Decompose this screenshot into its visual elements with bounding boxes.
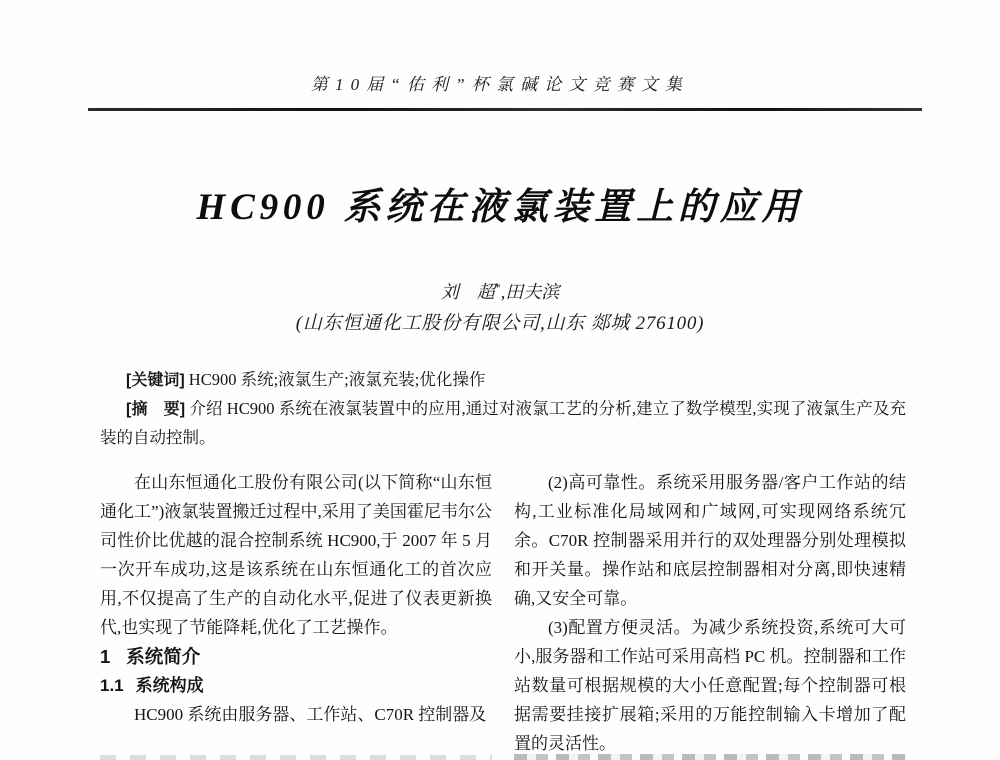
cutoff-text-remnant-right (514, 754, 906, 760)
affiliation-line: (山东恒通化工股份有限公司,山东 郯城 276100) (295, 313, 705, 334)
abstract-line (100, 395, 906, 452)
journal-header: 第10届“佑利”杯氯碱论文竞赛文集 (310, 75, 690, 94)
section-1-number: 1 (100, 646, 111, 667)
section-1-title: 系统简介 (126, 646, 201, 667)
keywords-line (100, 366, 906, 395)
cutoff-text-remnant-left (100, 755, 492, 760)
author-name-2: ,田夫滨 (500, 282, 560, 302)
abstract-text: 介绍 HC900 系统在液氯装置中的应用,通过对液氯工艺的分析,建立了数学模型,实现了液氯生产及充装的自动控制。 (100, 399, 906, 447)
keywords-text: HC900 系统;液氯生产;液氯充装;优化操作 (184, 370, 486, 389)
right-paragraph-1: (2)高可靠性。系统采用服务器/客户工作站的结构,工业标准化局域网和广域网,可实现网络系统冗余。C70R 控制器采用并行的双处理器分别处理模拟和开关量。操作站和底层控制器相对分离,即快速精确,又安全可靠。 (514, 473, 906, 608)
author-name-1: 刘 超 (440, 282, 495, 302)
section-1-1-heading (100, 671, 492, 700)
section-1-1-title: 系统构成 (135, 676, 204, 695)
body-columns (100, 468, 906, 760)
section-1-1-number: 1.1 (100, 676, 124, 695)
left-paragraph-1: 在山东恒通化工股份有限公司(以下简称“山东恒通化工”)液氯装置搬迁过程中,采用了美国霍尼韦尔公司性价比优越的混合控制系统 HC900,于 2007 年 5 月一次开车成功,这是该系统在山东恒通化工的首次应用,不仅提高了生产的自动化水平,促进了仪表更新换代,也实现了节能降耗,优化了工艺操作。 (100, 473, 492, 637)
right-paragraph-2: (3)配置方便灵活。为减少系统投资,系统可大可小,服务器和工作站可采用高档 PC 机。控制器和工作站数量可根据规模的大小任意配置;每个控制器可根据需要挂接扩展箱;采用的万能控制输入卡增加了配置的灵活性。 (514, 618, 906, 753)
paper-title: HC900 系统在液氯装置上的应用 (196, 187, 804, 228)
abstract-label: [摘 要] (126, 401, 186, 418)
header-rule-divider (88, 108, 922, 111)
right-column (514, 468, 906, 760)
left-column (100, 468, 492, 760)
meta-block (100, 366, 906, 452)
keywords-label: [关键词] (126, 372, 185, 389)
authors-line (0, 278, 1000, 304)
left-paragraph-2: HC900 系统由服务器、工作站、C70R 控制器及 (134, 705, 487, 724)
section-1-heading (100, 642, 492, 671)
author-asterisk: * (494, 280, 501, 294)
